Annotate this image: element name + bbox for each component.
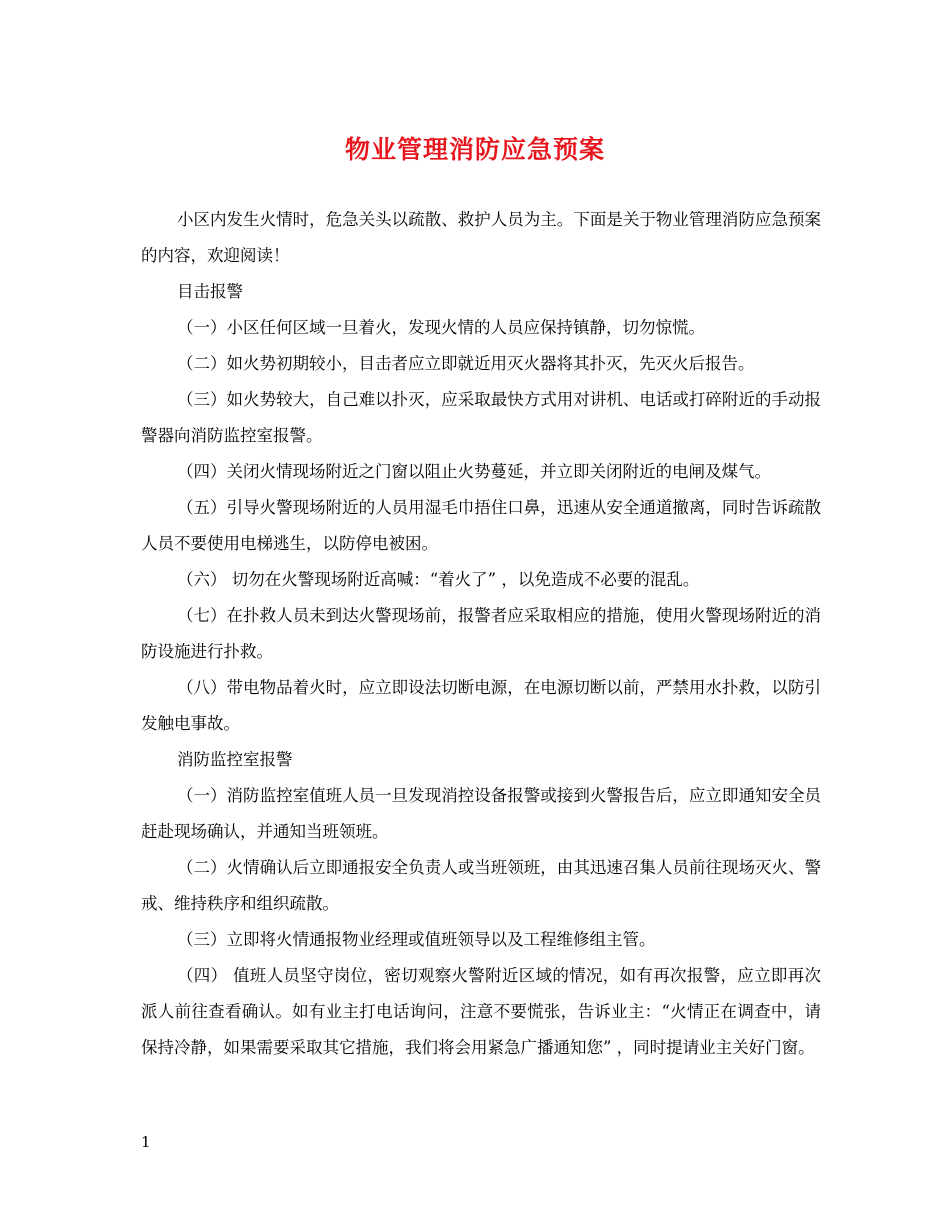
list-item: （二）如火势初期较小，目击者应立即就近用灭火器将其扑灭，先灭火后报告。 — [177, 354, 755, 373]
document-body — [141, 202, 821, 1066]
list-item: （二）火情确认后立即通报安全负责人或当班领班，由其迅速召集人员前往现场灭火、警戒、维持秩序和组织疏散。 — [141, 858, 821, 913]
list-item: （六） 切勿在火警现场附近高喊：“着火了” ，以免造成不必要的混乱。 — [177, 570, 700, 589]
list-item: （八）带电物品着火时，应立即设法切断电源，在电源切断以前，严禁用水扑救，以防引发触电事故。 — [141, 678, 821, 733]
section-heading-control-room-alarm: 消防监控室报警 — [177, 750, 293, 769]
intro-paragraph: 小区内发生火情时，危急关头以疏散、救护人员为主。下面是关于物业管理消防应急预案的内容，欢迎阅读！ — [141, 210, 821, 265]
list-item: （五）引导火警现场附近的人员用湿毛巾捂住口鼻，迅速从安全通道撤离，同时告诉疏散人员不要使用电梯逃生，以防停电被困。 — [141, 498, 821, 553]
list-item: （四）关闭火情现场附近之门窗以阻止火势蔓延，并立即关闭附近的电闸及煤气。 — [177, 462, 771, 481]
list-item: （三）立即将火情通报物业经理或值班领导以及工程维修组主管。 — [177, 930, 656, 949]
list-item: （一）小区任何区域一旦着火，发现火情的人员应保持镇静，切勿惊慌。 — [177, 318, 705, 337]
page-number: 1 — [141, 1133, 151, 1151]
list-item: （四） 值班人员坚守岗位，密切观察火警附近区域的情况，如有再次报警，应立即再次派人前往查看确认。如有业主打电话询问，注意不要慌张，告诉业主：“火情正在调查中，请保持冷静，如果需要采取其它措施，我们将会用紧急广播通知您” ，同时提请业主关好门窗。 — [141, 966, 821, 1057]
section-heading-witness-alarm: 目击报警 — [177, 282, 243, 301]
list-item: （七）在扑救人员未到达火警现场前，报警者应采取相应的措施，使用火警现场附近的消防设施进行扑救。 — [141, 606, 821, 661]
list-item: （一）消防监控室值班人员一旦发现消控设备报警或接到火警报告后，应立即通知安全员赶赴现场确认，并通知当班领班。 — [141, 786, 821, 841]
list-item: （三）如火势较大，自己难以扑灭，应采取最快方式用对讲机、电话或打碎附近的手动报警器向消防监控室报警。 — [141, 390, 821, 445]
document-title: 物业管理消防应急预案 — [344, 135, 605, 164]
